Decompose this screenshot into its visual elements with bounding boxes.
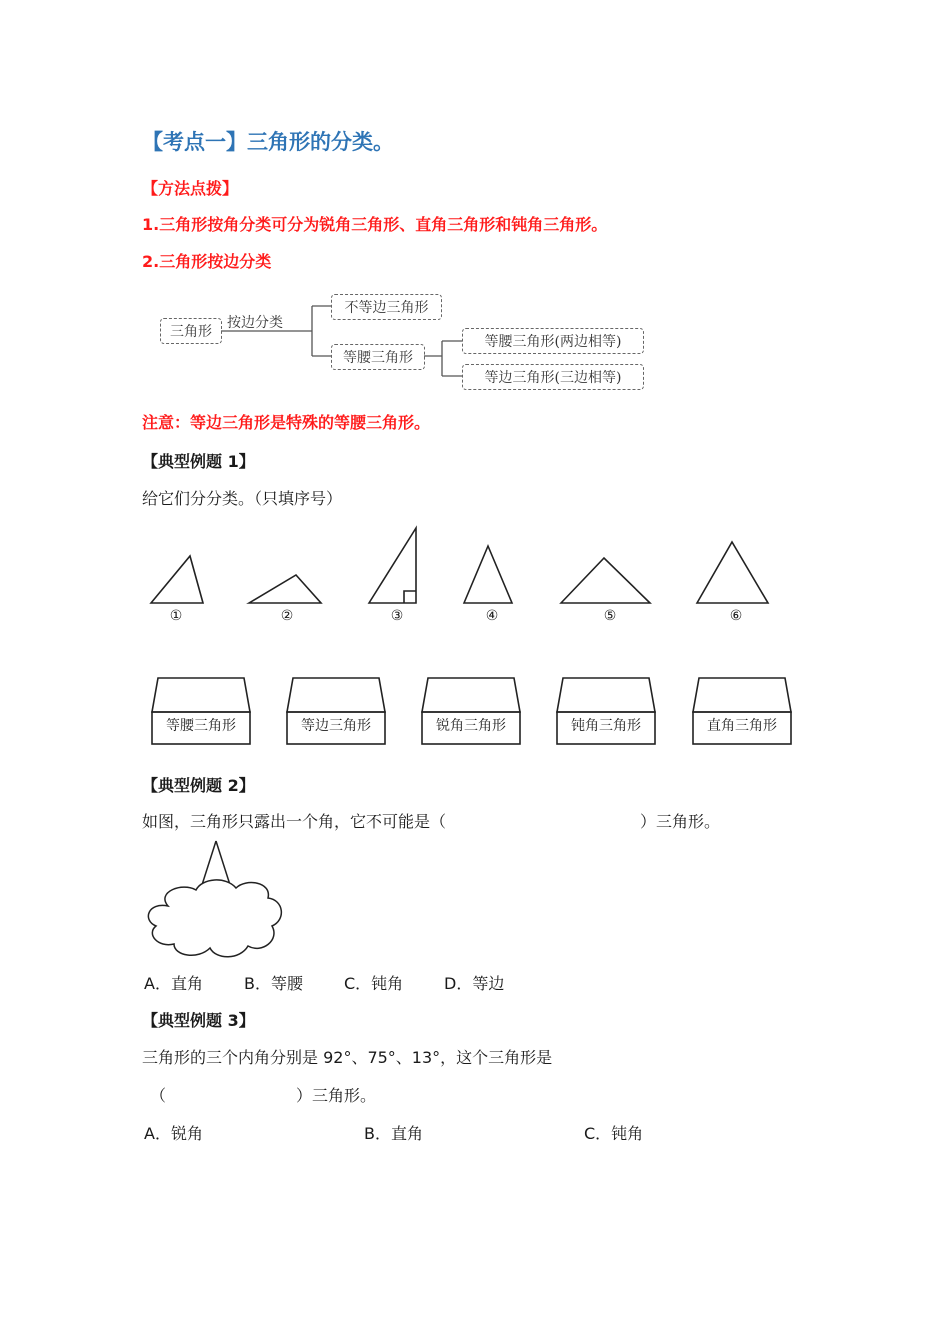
triangle-number-3: ③ (390, 608, 404, 624)
example1-heading: 【典型例题 1】 (142, 452, 255, 471)
example1-question: 给它们分分类。（只填序号） (142, 489, 343, 508)
category-label: 锐角三角形 (436, 718, 506, 734)
triangle-4 (464, 546, 512, 603)
triangle-1 (151, 556, 203, 603)
right-angle-mark (404, 591, 416, 603)
cloud-triangle-figure (138, 836, 288, 960)
example3-option-b: B．直角 (364, 1124, 423, 1143)
example2-question-start: 如图，三角形只露出一个角，它不可能是（ (142, 812, 447, 831)
category-box-acute[interactable] (421, 677, 521, 745)
example3-option-c: C．钝角 (584, 1124, 644, 1143)
note: 注意：等边三角形是特殊的等腰三角形。 (142, 413, 431, 432)
triangle-number-6: ⑥ (729, 608, 743, 624)
example2-option-c: C．钝角 (344, 974, 404, 993)
diagram-isosceles: 等腰三角形 (331, 344, 425, 370)
category-label: 等腰三角形 (166, 718, 236, 734)
cloud-shape (148, 880, 281, 957)
example2-question-end: ）三角形。 (640, 812, 721, 831)
example3-option-a: A．锐角 (144, 1124, 203, 1143)
triangle-number-2: ② (280, 608, 294, 624)
triangle-2 (249, 575, 321, 603)
method-point-1: 1.三角形按角分类可分为锐角三角形、直角三角形和钝角三角形。 (142, 215, 608, 234)
category-box-isosceles[interactable] (151, 677, 251, 745)
diagram-scalene: 不等边三角形 (331, 294, 442, 320)
category-box-right[interactable] (692, 677, 792, 745)
category-label: 直角三角形 (707, 718, 777, 734)
triangles-figure (0, 520, 950, 610)
category-box-equilateral[interactable] (286, 677, 386, 745)
example2-option-d: D．等边 (444, 974, 505, 993)
example3-question-line1: 三角形的三个内角分别是 92°、75°、13°，这个三角形是 (142, 1048, 553, 1067)
example2-heading: 【典型例题 2】 (142, 776, 255, 795)
example3-heading: 【典型例题 3】 (142, 1011, 255, 1030)
category-box-obtuse[interactable] (556, 677, 656, 745)
example3-bracket-close: ）三角形。 (296, 1086, 377, 1105)
triangle-number-4: ④ (485, 608, 499, 624)
category-label: 等边三角形 (301, 718, 371, 734)
triangle-5 (561, 558, 650, 603)
category-label: 钝角三角形 (571, 718, 641, 734)
example3-bracket-open: （ (150, 1086, 167, 1105)
method-point-2: 2.三角形按边分类 (142, 252, 272, 271)
method-heading: 【方法点拨】 (142, 179, 239, 198)
diagram-equilateral: 等边三角形(三边相等) (462, 364, 644, 390)
triangle-6 (697, 542, 768, 603)
example2-option-a: A．直角 (144, 974, 203, 993)
diagram-root: 三角形 (160, 318, 222, 344)
diagram-isosceles-two-equal: 等腰三角形(两边相等) (462, 328, 644, 354)
triangle-number-5: ⑤ (603, 608, 617, 624)
triangle-number-1: ① (169, 608, 183, 624)
diagram-edge-label: 按边分类 (227, 315, 283, 331)
section-title: 【考点一】三角形的分类。 (142, 130, 394, 154)
example2-option-b: B．等腰 (244, 974, 303, 993)
